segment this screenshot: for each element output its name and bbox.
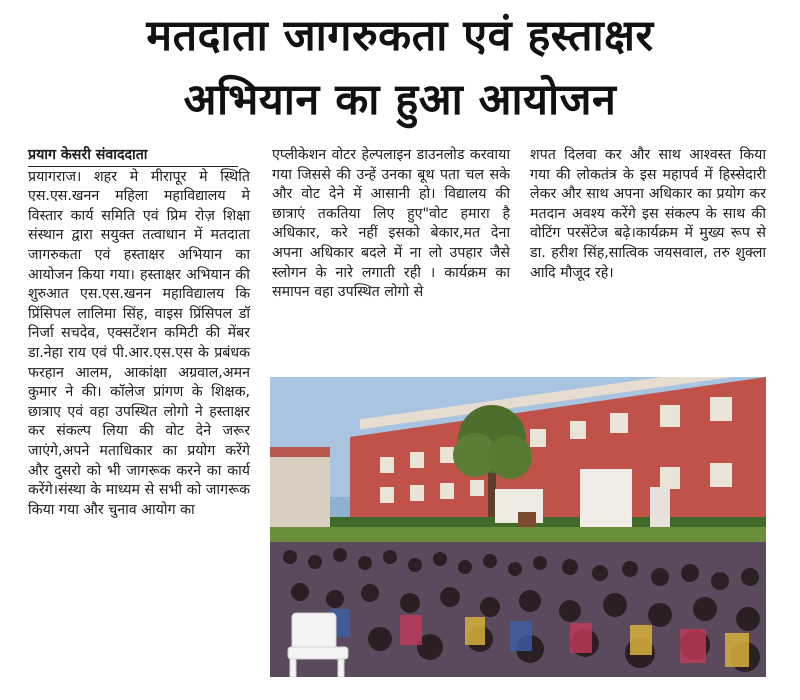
article-column-2 [272,146,510,303]
article-column-1 [28,146,250,520]
headline-line-1: मतदाता जागरुकता एवं हस्ताक्षर [146,11,654,61]
column-1-text: प्रयागराज। शहर मे मीरापूर मे स्थिति एस.एस.खनन महिला महाविद्यालय मे विस्तार कार्य समिति एवं प्रिम रोज़ शिक्षा संस्थान द्वारा सयुक्त तत्वाधान में मतदाता जागरुकता एवं हस्ताक्षर अभियान का आयोजन किया गया। हस्ताक्षर अभियान की शुरुआत एस.एस.खनन महाविद्यालय कि प्रिंसिपल लालिमा सिंह, वाइस प्रिंसिपल डॉ निर्जा सचदेव, एक्सटेंशन कमिटी की मेंबर डा.नेहा राय एवं पी.आर.एस.एस के प्रबंधक फरहान आलम, आकांक्षा अग्रवाल,अमन कुमार ने की। कॉलेज प्रांगण के शिक्षक, छात्राए एवं वहा उपस्थित लोगो ने हस्ताक्षर कर संकल्प लिया की वोट देने जरूर जाएंगे,अपने मताधिकार का प्रयोग करेंगे और दुसरो को भी जागरूक करने का कार्य करेंगे।संस्था के माध्यम से सभी को जागरूक किया गया और चुनाव आयोग का [28,168,250,518]
column-2-text: एप्लीकेशन वोटर हेल्पलाइन डाउनलोड करवाया गया जिससे की उन्हें उनका बूथ पता चल सके और वोट देने में आसानी हो। विद्यालय की छात्राएं तकतिया लिए हुए"वोट हमारा है अधिकार, करे नहीं इसको बेकार,मत देना अपना अधिकार बदले में ना लो उपहार जैसे स्लोगन के नारे लगाती रही । कार्यक्रम का समापन वहा उपस्थित लोगो से [272,147,510,301]
article-column-3 [530,146,766,283]
event-photo [270,377,766,677]
byline: प्रयाग केसरी संवाददाता [28,146,238,167]
column-3-text: शपत दिलवा कर और साथ आश्वस्त किया गया की लोकतंत्र के इस महापर्व में हिस्सेदारी लेकर और साथ अपना अधिकार का प्रयोग कर मतदान अवश्य करेंगे इस संकल्प के साथ की वोटिंग परसेंटेज बढ़े।कार्यक्रम में मुख्य रूप से डा. हरीश सिंह,सात्विक जयसवाल, तरु शुक्ला आदि मौजूद रहे। [530,147,766,281]
headline-line-2: अभियान का हुआ आयोजन [183,75,617,125]
headline [0,4,800,132]
